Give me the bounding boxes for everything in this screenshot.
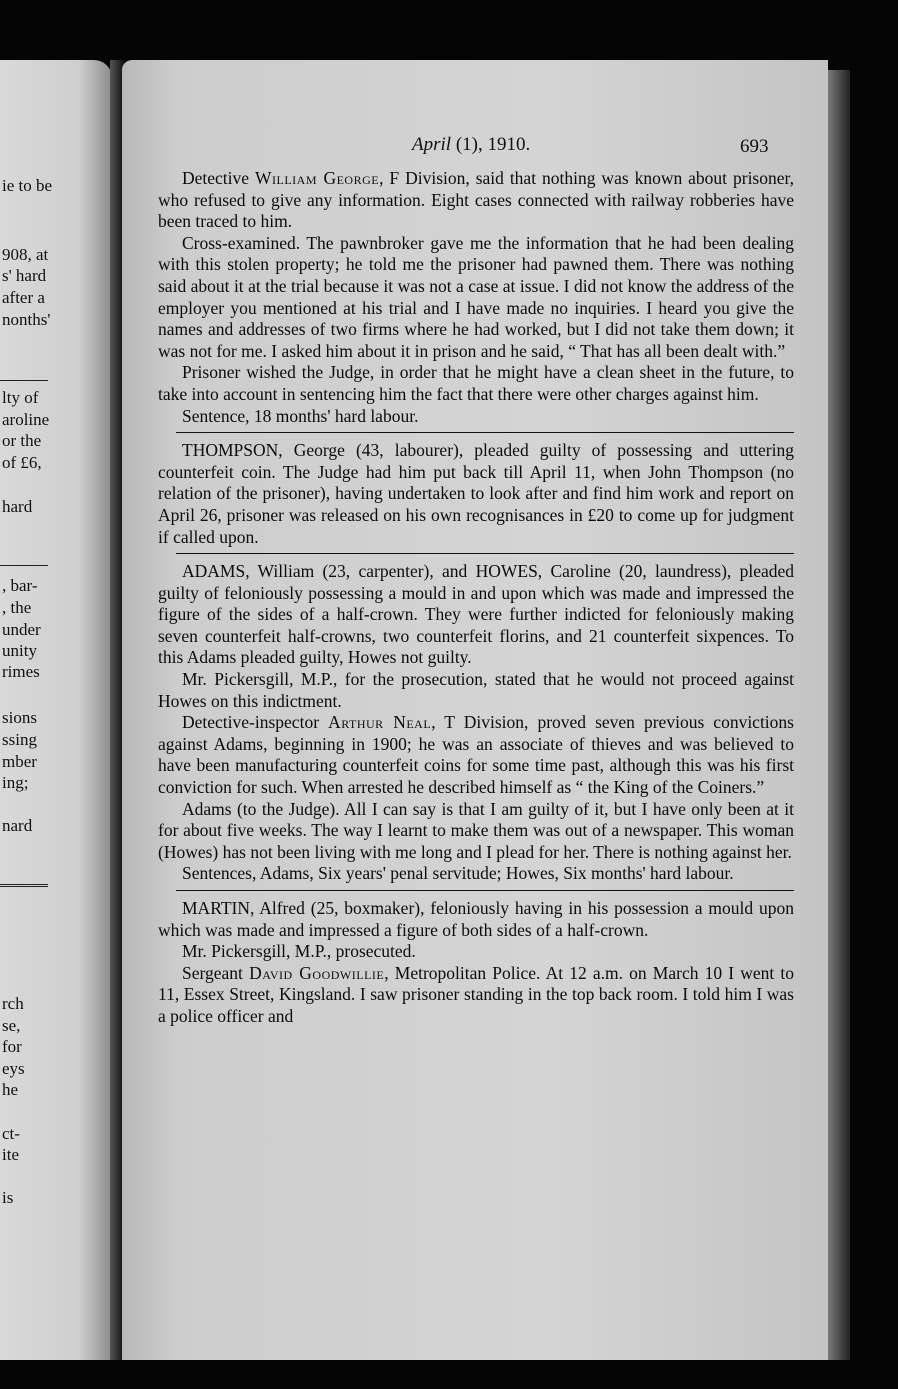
paragraph: Mr. Pickersgill, M.P., for the prosecution, stated that he would not proceed against Howes on this indictment.: [158, 669, 794, 711]
page-number: 693: [740, 136, 769, 157]
left-page-fragment: , bar-: [2, 576, 38, 595]
left-page-fragment: , the: [2, 598, 32, 617]
paragraph: Adams (to the Judge). All I can say is that I am guilty of it, but I have only been at it for about five weeks. The way I learnt to make them was out of a newspaper. This woman (Howes) has not been living with me long and I plead for her. There is nothing against her.: [158, 798, 794, 862]
paragraph: MARTIN, Alfred (25, boxmaker), feloniously having in his possession a mould upon which was made and impressed a figure of both sides of a half-crown.: [158, 898, 794, 940]
case-divider: [176, 890, 794, 891]
text-run: , Metropolitan Police. At 12 a.m. on March 10 I went to 11, Essex Street, Kingsland. I saw prisoner standing in the top back room. I told him I was a police officer and: [158, 962, 795, 1026]
running-head-month: April: [412, 134, 452, 155]
left-page-fragment: rimes: [2, 662, 40, 681]
paragraph: Mr. Pickersgill, M.P., prosecuted.: [182, 941, 416, 962]
running-head-date: (1), 1910.: [451, 134, 531, 155]
left-page-fragment: rch: [2, 994, 24, 1013]
sentence-line: Sentence, 18 months' hard labour.: [182, 405, 419, 426]
left-page-fragment: sions: [2, 708, 37, 727]
paragraph: [158, 168, 794, 233]
left-page-fragment: ie to be: [2, 176, 53, 195]
left-page-fragment: unity: [2, 641, 37, 660]
text-run: Detective-inspector: [182, 712, 329, 733]
left-page-fragment: nard: [2, 816, 33, 835]
left-page-fragment: ite: [2, 1145, 19, 1164]
text-run: Sergeant: [182, 962, 250, 983]
left-page-fragment: ct-: [2, 1124, 20, 1143]
previous-page-edge: [0, 60, 112, 1360]
witness-name: David Goodwillie: [249, 962, 385, 983]
left-page-fragment: hard: [2, 497, 33, 516]
paragraph: ADAMS, William (23, carpenter), and HOWES, Caroline (20, laundress), pleaded guilty of feloniously possessing a mould in and upon which was made and impressed the figure of the sides of a half-crown. They were further indicted for feloniously making seven counterfeit half-crowns, two counterfeit florins, and 21 counterfeit sixpences. To this Adams pleaded guilty, Howes not guilty.: [158, 561, 794, 668]
page-body: [158, 168, 794, 1028]
left-page-fragment: aroline: [2, 410, 50, 429]
left-page-fragment: lty of: [2, 388, 39, 407]
left-page-double-rule: [0, 884, 48, 887]
left-page-fragment: mber: [2, 752, 37, 771]
left-page-fragment: s' hard: [2, 266, 47, 285]
page-stack-edge: [828, 70, 850, 1360]
left-page-fragment: is: [2, 1188, 14, 1207]
witness-name: Arthur Neal: [328, 712, 432, 733]
sentence-line: Sentences, Adams, Six years' penal servitude; Howes, Six months' hard labour.: [182, 863, 734, 884]
left-page-fragment: nonths': [2, 310, 51, 329]
text-run: , T Division, proved seven previous convictions against Adams, beginning in 1900; he was an associate of thieves and was believed to have been manufacturing counterfeit coins for some time past, although this was his first conviction for such. When arrested he described himself as “ the King of the Coiners.”: [158, 712, 794, 798]
paragraph: Cross-examined. The pawnbroker gave me the information that he had been dealing with this stolen property; he told me the prisoner had pawned them. There was nothing said about it at the trial because it was not a case at issue. I did not know the address of the employer you mentioned at his trial and I have made no inquiries. I heard you give the names and addresses of two firms where he had worked, but I did not take them down; it was not for me. I asked him about it in prison and he said, “ That has all been dealt with.”: [158, 232, 794, 361]
paragraph: THOMPSON, George (43, labourer), pleaded guilty of possessing and uttering counterfeit coin. The Judge had him put back till April 11, when John Thompson (no relation of the prisoner), having undertaken to look after and find him work and report on April 26, prisoner was released on his own recognisances in £20 to come up for judgment if called upon.: [158, 440, 794, 547]
paragraph: [158, 963, 794, 1028]
left-page-fragment: se,: [2, 1016, 21, 1035]
case-divider: [176, 553, 794, 554]
left-page-fragment: he: [2, 1080, 19, 1099]
left-page-rule: [0, 565, 48, 566]
left-page-rule: [0, 380, 48, 381]
paragraph: Prisoner wished the Judge, in order that he might have a clean sheet in the future, to take into account in sentencing him the fact that there were other charges against him.: [158, 362, 794, 404]
left-page-fragment: ssing: [2, 730, 37, 749]
running-head-title: [412, 134, 530, 156]
left-page-fragment: or the: [2, 431, 42, 450]
left-page-fragment: 908, at: [2, 245, 49, 264]
text-run: Detective: [182, 168, 255, 188]
left-page-fragment: eys: [2, 1059, 25, 1078]
left-page-fragment: of £6,: [2, 453, 42, 472]
witness-name: William George: [255, 168, 380, 188]
text-run: , F Division, said that nothing was known about prisoner, who refused to give any information. Eight cases connected with railway robberies have been traced to him.: [158, 168, 795, 232]
left-page-fragment: after a: [2, 288, 45, 307]
left-page-fragment: ing;: [2, 773, 29, 792]
case-divider: [176, 432, 794, 433]
paragraph: [158, 712, 794, 798]
left-page-fragment: for: [2, 1037, 22, 1056]
left-page-fragment: under: [2, 620, 41, 639]
running-head: [0, 134, 898, 158]
